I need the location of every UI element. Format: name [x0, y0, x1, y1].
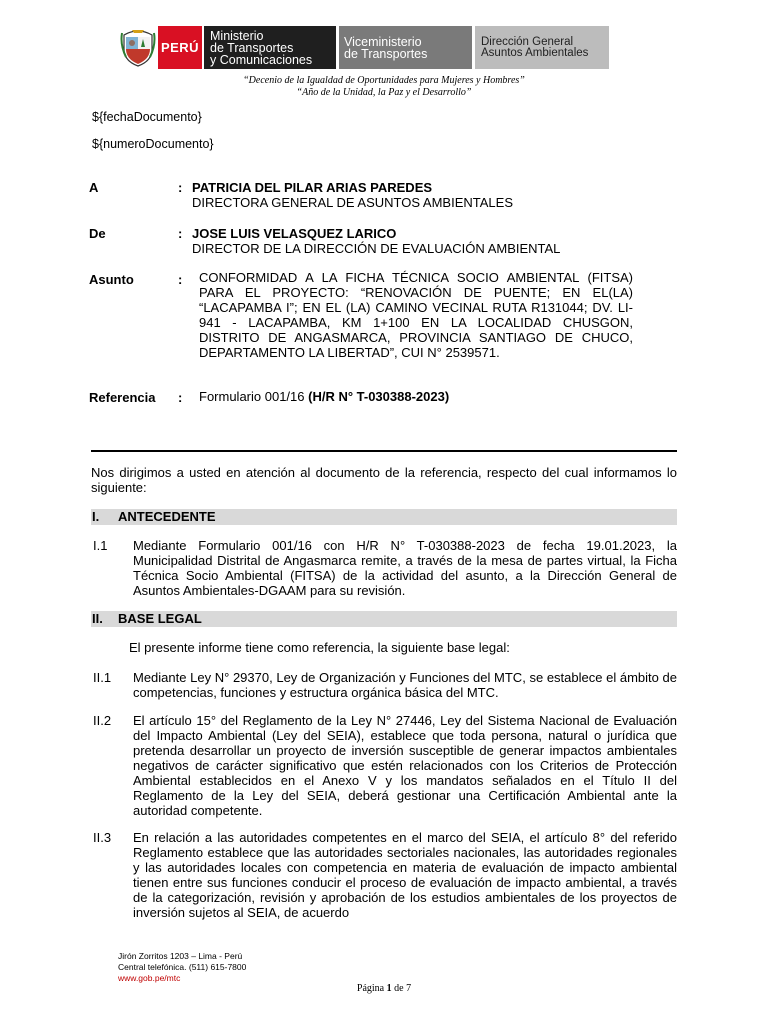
divider	[91, 450, 677, 452]
sender-title: DIRECTOR DE LA DIRECCIÓN DE EVALUACIÓN AMBIENTAL	[192, 241, 561, 256]
subject-text: CONFORMIDAD A LA FICHA TÉCNICA SOCIO AMBIENTAL (FITSA) PARA EL PROYECTO: “RENOVACIÓN DE PUENTE; EN EL(LA) “LACAPAMBA I”; EN EL (LA) CAMINO VECINAL RUTA R131044; DV. LI-941 - LACAPAMBA, KM 1+100 EN LA LOCALIDAD CHUSGON, DISTRITO DE ANGASMARCA, PROVINCIA SANTIAGO DE CHUCO, DEPARTAMENTO LA LIBERTAD”, CUI N° 2539571.	[199, 270, 633, 360]
recipient-block	[192, 180, 513, 210]
item-number: II.3	[93, 830, 112, 845]
item-number: I.1	[93, 538, 108, 553]
label-de: De	[89, 226, 106, 241]
motto-line-2: “Año de la Unidad, la Paz y el Desarrollo”	[296, 87, 472, 98]
label-referencia: Referencia	[89, 390, 156, 405]
footer-website-link[interactable]: www.gob.pe/mtc	[118, 973, 181, 983]
section-number: II.	[92, 611, 103, 626]
item-paragraph: El artículo 15° del Reglamento de la Ley N° 27446, Ley del Sistema Nacional de Evaluación del Impacto Ambiental (Ley del SEIA), establece que toda persona, natural o jurídica que pretenda desarrollar un proyecto de inversión susceptible de generar impactos ambientales negativos de carácter significativo que estén relacionados con los Criterios de Protección Ambiental establecidos en el Anexo V y los mandatos señalados en el Título II del Reglamento de la Ley del SEIA, deberá gestionar una Certificación Ambiental ante la autoridad competente.	[133, 713, 677, 818]
item-number: II.2	[93, 713, 112, 728]
document-number-placeholder: ${numeroDocumento}	[92, 137, 214, 151]
colon: :	[178, 390, 183, 405]
footer-phone: Central telefónica. (511) 615-7800	[118, 962, 247, 972]
footer-address: Jirón Zorritos 1203 – Lima - Perú	[118, 951, 243, 961]
document-date-placeholder: ${fechaDocumento}	[92, 110, 202, 124]
recipient-name: PATRICIA DEL PILAR ARIAS PAREDES	[192, 180, 433, 195]
footer-block	[118, 951, 246, 984]
page-number: Página 1 de 7	[356, 983, 412, 994]
section-title: ANTECEDENTE	[118, 509, 216, 524]
section-number: I.	[92, 509, 100, 524]
colon: :	[178, 272, 183, 287]
ministry-block: Ministerio de Transportes y Comunicaciones	[204, 26, 336, 69]
item-paragraph: Mediante Formulario 001/16 con H/R N° T-030388-2023 de fecha 19.01.2023, la Municipalidad Distrital de Angasmarca remite, a través de la mesa de partes virtual, la Ficha Técnica Socio Ambiental (FITSA) de la actividad del asunto, a la Dirección General de Asuntos Ambientales-DGAAM para su revisión.	[133, 538, 677, 598]
item-paragraph: Mediante Ley N° 29370, Ley de Organización y Funciones del MTC, se establece el ámbito de competencias, funciones y estructura orgánica básica del MTC.	[133, 670, 677, 700]
item-paragraph: En relación a las autoridades competentes en el marco del SEIA, el artículo 8° del referido Reglamento establece que las autoridades sectoriales nacionales, las autoridades regionales y las autoridades locales con competencia en materia de evaluación de impacto ambiental tienen entre sus funciones conducir el proceso de evaluación de impacto ambiental, a través de la categorización, revisión y aprobación de los estudios ambientales de los proyectos de inversión sujetos al SEIA, de acuerdo	[133, 830, 677, 920]
colon: :	[178, 180, 183, 195]
label-asunto: Asunto	[89, 272, 134, 287]
sender-block	[192, 226, 560, 256]
viceministry-block: Viceministerio de Transportes	[339, 26, 472, 69]
direction-block: Dirección General Asuntos Ambientales	[475, 26, 609, 69]
coat-of-arms-icon	[120, 27, 156, 67]
peru-badge: PERÚ	[158, 26, 202, 69]
recipient-title: DIRECTORA GENERAL DE ASUNTOS AMBIENTALES	[192, 195, 513, 210]
motto-line-1: “Decenio de la Igualdad de Oportunidades para Mujeres y Hombres”	[243, 75, 525, 86]
reference-text: Formulario 001/16 (H/R N° T-030388-2023)	[199, 389, 450, 404]
sender-name: JOSE LUIS VELASQUEZ LARICO	[192, 226, 397, 241]
section-title: BASE LEGAL	[118, 611, 202, 626]
section-intro: El presente informe tiene como referencia, la siguiente base legal:	[129, 640, 510, 655]
label-a: A	[89, 180, 99, 195]
intro-paragraph: Nos dirigimos a usted en atención al documento de la referencia, respecto del cual informamos lo siguiente:	[91, 465, 677, 495]
colon: :	[178, 226, 183, 241]
item-number: II.1	[93, 670, 112, 685]
